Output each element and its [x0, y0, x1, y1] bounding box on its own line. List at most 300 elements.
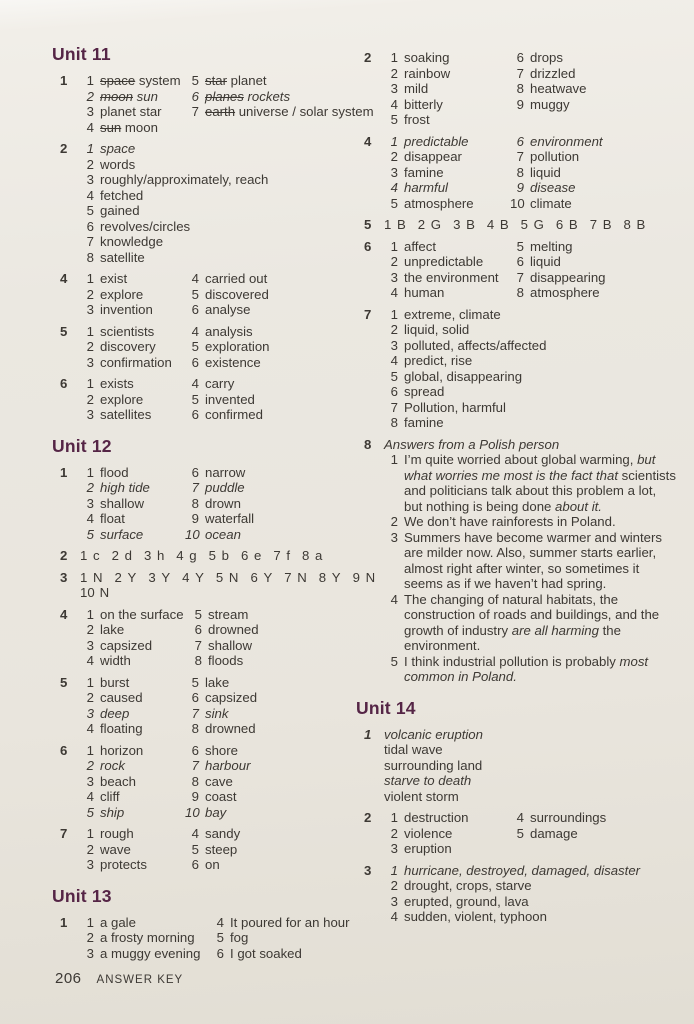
item-number: 1	[384, 217, 392, 232]
answer-subcolumn-right	[185, 376, 376, 423]
answer-text	[404, 149, 510, 165]
text-run: deep	[100, 705, 130, 721]
answer-item	[384, 826, 510, 842]
answer-letter: B	[568, 217, 578, 232]
answer-text	[100, 465, 185, 481]
item-number: 2	[86, 286, 94, 302]
text-run: shallow	[208, 637, 252, 653]
answer-text	[404, 841, 510, 857]
answer-item	[384, 592, 676, 654]
answer-text	[404, 285, 510, 301]
text-run: disappear	[404, 149, 462, 164]
item-number: 6	[191, 690, 199, 705]
exercise-number: 1	[364, 726, 372, 742]
unit-heading: Unit 13	[52, 885, 112, 906]
exercise-body	[80, 743, 376, 821]
answer-item	[185, 355, 376, 371]
item-number: 2	[86, 156, 94, 172]
answer-letter: B	[602, 217, 612, 232]
answer-item	[80, 339, 185, 355]
text-run: protects	[100, 857, 147, 872]
exercise-number: 5	[60, 674, 68, 690]
answer-text	[205, 302, 376, 318]
item-number: 3	[86, 773, 94, 789]
item-number: 8	[623, 217, 631, 232]
item-number: 2	[390, 149, 398, 164]
text-run: destruction	[404, 810, 469, 825]
item-number: 5	[191, 73, 199, 88]
item-number: 3	[143, 548, 152, 563]
answer-item	[510, 254, 676, 270]
answer-text	[404, 400, 676, 416]
text-run: atmosphere	[530, 285, 600, 300]
item-number: 5	[86, 203, 94, 218]
exercise	[60, 376, 376, 423]
exercise	[60, 323, 376, 371]
answer-text	[100, 219, 376, 235]
answer-text	[404, 239, 510, 255]
text-run: famine	[404, 415, 444, 430]
answer-text	[100, 857, 185, 873]
answer-item	[384, 841, 510, 857]
answer-letter: B	[397, 217, 406, 232]
item-number: 3	[86, 857, 94, 872]
item-number: 6	[516, 50, 524, 65]
exercise-body	[384, 810, 676, 857]
answer-text	[530, 165, 676, 181]
answer-item	[80, 946, 210, 962]
answer-item	[185, 805, 376, 821]
item-number: 8	[191, 495, 199, 511]
answer-text	[404, 894, 676, 910]
answer-item	[185, 774, 376, 790]
unit-heading: Unit 14	[356, 697, 416, 718]
answer-text	[205, 480, 376, 496]
answer-text	[205, 826, 376, 842]
exercise-body	[80, 73, 376, 135]
item-number: 3	[86, 945, 94, 961]
text-run: high tide	[100, 480, 150, 495]
answer-letter: N	[297, 569, 307, 585]
answer-text	[205, 324, 376, 340]
item-number: 2	[86, 480, 94, 495]
text-run: carried out	[205, 271, 268, 286]
item-number: 7	[191, 705, 199, 721]
text-run: human	[404, 285, 445, 300]
exercise	[60, 271, 376, 318]
answer-item	[80, 287, 185, 303]
text-run: most common in Poland.	[404, 653, 649, 684]
answer-text	[404, 165, 510, 181]
text-run: gained	[100, 203, 140, 218]
exercise-body	[384, 727, 676, 805]
answer-item	[510, 81, 676, 97]
answer-item	[384, 909, 676, 925]
text-run: soaking	[404, 50, 450, 65]
text-run: caused	[100, 690, 143, 705]
item-number: 5	[86, 526, 94, 542]
answer-pair	[250, 570, 272, 586]
text-run: capsized	[205, 690, 258, 705]
item-number: 10	[185, 526, 200, 542]
answer-subcolumn-right	[510, 134, 676, 212]
answer-text	[100, 805, 185, 821]
answer-text	[100, 496, 185, 512]
answer-text	[404, 180, 510, 196]
item-number: 4	[516, 810, 524, 825]
answer-text	[205, 805, 376, 821]
item-number: 2	[390, 322, 398, 337]
item-number: 2	[86, 758, 94, 773]
exercise-body	[384, 863, 676, 925]
text-run: discovery	[100, 339, 156, 354]
answer-text	[404, 338, 676, 354]
answer-text	[404, 415, 676, 431]
item-number: 6	[516, 254, 524, 269]
item-number: 7	[516, 65, 524, 81]
text-run: pollution	[530, 149, 580, 164]
item-number: 7	[86, 234, 94, 249]
answer-item	[510, 196, 676, 212]
item-number: 5	[191, 674, 199, 690]
answer-letter: N	[99, 585, 110, 600]
item-number: 9	[352, 569, 360, 585]
answer-item	[80, 690, 185, 706]
text-run: predict, rise	[404, 353, 473, 368]
answer-text	[404, 810, 510, 826]
item-number: 2	[86, 841, 94, 857]
answer-item	[384, 180, 510, 196]
answer-item	[185, 842, 376, 858]
item-number: 1	[80, 569, 88, 585]
text-run: climate	[530, 195, 572, 211]
answer-subcolumn-right	[210, 915, 376, 962]
answer-text	[530, 134, 676, 150]
item-number: 5	[191, 286, 199, 302]
answer-text	[208, 653, 376, 669]
answer-text	[100, 120, 185, 136]
text-run: revolves/circles	[100, 218, 191, 234]
text-run: drops	[530, 50, 563, 65]
answer-text	[404, 196, 510, 212]
answer-item	[185, 73, 376, 89]
answer-text	[208, 622, 376, 638]
answer-text	[100, 607, 188, 623]
item-number: 7	[191, 758, 199, 773]
item-number: 2	[86, 88, 94, 104]
answer-text	[404, 134, 510, 150]
answer-letter: Y	[195, 569, 204, 585]
text-run: confirmed	[205, 407, 263, 422]
answer-pair	[624, 217, 646, 233]
answer-item	[384, 894, 676, 910]
answer-letter: G	[533, 217, 544, 232]
answer-item	[510, 50, 676, 66]
text-run: frost	[404, 112, 430, 127]
answer-text	[530, 239, 676, 255]
item-number: 10	[510, 195, 525, 211]
text-run: shore	[205, 742, 238, 758]
answer-item	[185, 376, 376, 392]
text-run: lake	[205, 674, 230, 690]
answer-text	[100, 915, 210, 931]
text-run: I’m quite worried about global warming,	[404, 452, 638, 467]
answer-item	[80, 496, 185, 512]
text-run: planet	[226, 73, 267, 88]
exercise-number: 3	[364, 862, 372, 878]
answer-text	[205, 774, 376, 790]
answer-item	[185, 743, 376, 759]
answer-text	[404, 307, 676, 323]
exercise-body	[80, 271, 376, 318]
answer-item	[384, 810, 510, 826]
answer-subcolumn-right	[185, 271, 376, 318]
answer-subcolumn-left	[384, 50, 510, 128]
item-number: 5	[390, 368, 398, 384]
item-number: 3	[86, 104, 94, 119]
text-run: rainbow	[404, 65, 451, 81]
answer-pair	[273, 548, 290, 564]
item-number: 9	[516, 96, 524, 112]
answer-text	[205, 789, 376, 805]
answer-text	[100, 339, 185, 355]
item-number: 5	[194, 606, 202, 622]
answer-item	[185, 721, 376, 737]
answer-item	[384, 112, 510, 128]
answer-pair	[144, 548, 164, 564]
answer-pair	[521, 217, 544, 233]
answer-text	[205, 511, 376, 527]
answer-text	[100, 188, 376, 204]
item-number: 2	[86, 391, 94, 407]
answer-text	[100, 758, 185, 774]
text-run: waterfall	[205, 511, 255, 526]
answer-pair	[284, 570, 307, 586]
item-number: 1	[86, 826, 94, 841]
text-run: words	[100, 156, 136, 172]
item-number: 4	[191, 323, 199, 339]
answer-text	[208, 607, 376, 623]
answer-item	[185, 496, 376, 512]
answer-text	[100, 690, 185, 706]
text-run: a frosty morning	[100, 930, 195, 945]
answer-item	[185, 690, 376, 706]
answer-item	[80, 271, 185, 287]
text-run: on	[205, 857, 220, 872]
answer-subcolumn-left	[80, 73, 185, 135]
item-number: 8	[194, 653, 202, 668]
text-run: capsized	[100, 637, 153, 653]
answer-letter: g	[189, 548, 197, 563]
answer-text	[100, 653, 188, 669]
exercise-number: 3	[60, 569, 68, 585]
answer-text	[404, 909, 676, 925]
item-number: 3	[148, 569, 156, 585]
answer-item	[185, 789, 376, 805]
text-run: affect	[404, 238, 437, 254]
exercise	[364, 217, 676, 233]
text-run: horizon	[100, 742, 144, 758]
item-number: 6	[390, 384, 398, 399]
item-number: 5	[191, 841, 199, 857]
item-number: 4	[486, 217, 495, 232]
answer-text	[205, 857, 376, 873]
text-run: exists	[100, 376, 134, 391]
answer-item	[80, 774, 185, 790]
item-number: 1	[86, 914, 94, 930]
text-run: drought, crops, starve	[404, 878, 532, 893]
answer-letter: B	[499, 217, 509, 232]
text-run: harmful	[404, 180, 448, 195]
text-run: carry	[205, 376, 235, 391]
answer-text	[100, 789, 185, 805]
answer-subcolumn-left	[384, 134, 510, 212]
item-number: 10	[80, 585, 95, 600]
answer-text	[530, 285, 676, 301]
exercise-number: 5	[60, 323, 68, 339]
item-number: 5	[191, 391, 199, 407]
item-number: 2	[86, 930, 94, 945]
text-run: cliff	[100, 789, 120, 804]
text-run: atmosphere	[404, 195, 474, 211]
answer-text	[530, 196, 676, 212]
item-number: 1	[390, 50, 398, 65]
answer-pair	[80, 548, 100, 564]
item-number: 1	[390, 862, 398, 878]
answer-text	[530, 826, 676, 842]
text-run: heatwave	[530, 81, 587, 96]
text-run: system	[135, 73, 181, 88]
answer-item	[185, 392, 376, 408]
item-number: 5	[390, 653, 398, 669]
answer-subcolumn-right	[185, 324, 376, 371]
text-run: steep	[205, 841, 238, 857]
item-number: 7	[273, 548, 281, 563]
right-column	[356, 50, 676, 931]
answer-text	[205, 743, 376, 759]
item-number: 1	[86, 376, 94, 391]
answer-item	[80, 188, 376, 204]
answer-pair	[418, 217, 441, 233]
answer-letter: B	[466, 217, 475, 232]
answer-letter: N	[228, 569, 239, 585]
answer-item	[80, 842, 185, 858]
item-number: 2	[86, 690, 94, 705]
item-number: 4	[86, 187, 94, 203]
answer-subcolumn-right	[185, 73, 376, 135]
answer-text	[100, 392, 185, 408]
exercise-number: 1	[60, 464, 68, 480]
answer-item	[384, 134, 510, 150]
answer-text	[100, 675, 185, 691]
answer-item	[80, 73, 185, 89]
answer-item	[384, 530, 676, 592]
answer-item	[80, 376, 185, 392]
answer-text	[100, 355, 185, 371]
text-run: rockets	[243, 88, 291, 104]
answer-item	[185, 302, 376, 318]
answer-item	[384, 165, 510, 181]
answer-text	[100, 527, 185, 543]
answer-item	[384, 50, 510, 66]
answer-subcolumn-left	[80, 826, 185, 873]
answer-letter: b	[221, 548, 229, 563]
exercise-body	[80, 675, 376, 737]
item-number: 2	[390, 878, 398, 893]
item-number: 2	[417, 217, 426, 232]
exercise	[60, 141, 376, 265]
item-number: 3	[390, 893, 398, 909]
answer-text	[205, 73, 376, 89]
text-run: bitterly	[404, 96, 443, 112]
answer-item	[80, 653, 188, 669]
text-run: liquid	[530, 254, 561, 269]
item-number: 2	[390, 825, 398, 841]
item-number: 2	[390, 514, 398, 529]
answer-item	[80, 172, 376, 188]
answer-item	[510, 134, 676, 150]
text-run: lake	[100, 622, 125, 637]
answer-subcolumn-left	[384, 239, 510, 301]
answer-pair	[556, 217, 578, 233]
item-number: 7	[194, 637, 202, 653]
answer-text	[205, 496, 376, 512]
item-number: 2	[114, 569, 122, 585]
text-run: disappearing	[530, 269, 606, 285]
answer-item	[185, 758, 376, 774]
item-number: 8	[191, 721, 199, 736]
text-run: scientists and politicians talk about this problem a lot, but nothing is being done	[404, 467, 676, 514]
answer-text	[100, 842, 185, 858]
answer-item	[185, 480, 376, 496]
text-run: on the surface	[100, 606, 184, 622]
exercise-body	[80, 376, 376, 423]
answer-text	[404, 452, 676, 514]
text-run: width	[100, 653, 131, 668]
text-run: satellites	[100, 407, 152, 422]
exercise-lead: Answers from a Polish person	[384, 436, 560, 452]
answer-item	[80, 675, 185, 691]
exercise-body	[80, 607, 376, 669]
answer-text	[530, 810, 676, 826]
struck-word: sun	[100, 119, 122, 135]
text-run: sun	[133, 88, 158, 104]
answer-item	[80, 234, 376, 250]
item-number: 8	[191, 773, 199, 789]
text-run: fetched	[100, 187, 144, 203]
answer-letter: Y	[127, 569, 137, 585]
item-number: 6	[516, 133, 524, 149]
answer-item	[210, 946, 376, 962]
item-number: 2	[111, 548, 119, 563]
answer-item	[185, 339, 376, 355]
answer-item	[80, 355, 185, 371]
item-number: 4	[390, 96, 398, 112]
answer-text	[205, 721, 376, 737]
item-number: 4	[191, 826, 199, 841]
answer-item	[510, 66, 676, 82]
item-number: 10	[185, 804, 200, 820]
answer-pair	[112, 548, 132, 564]
item-number: 7	[284, 569, 292, 585]
text-run: explore	[100, 391, 144, 407]
item-number: 6	[191, 302, 199, 317]
text-run: analyse	[205, 302, 251, 317]
answer-item	[510, 826, 676, 842]
text-run: liquid	[530, 164, 561, 180]
text-run: universe / solar system	[235, 104, 374, 119]
answer-item	[185, 826, 376, 842]
